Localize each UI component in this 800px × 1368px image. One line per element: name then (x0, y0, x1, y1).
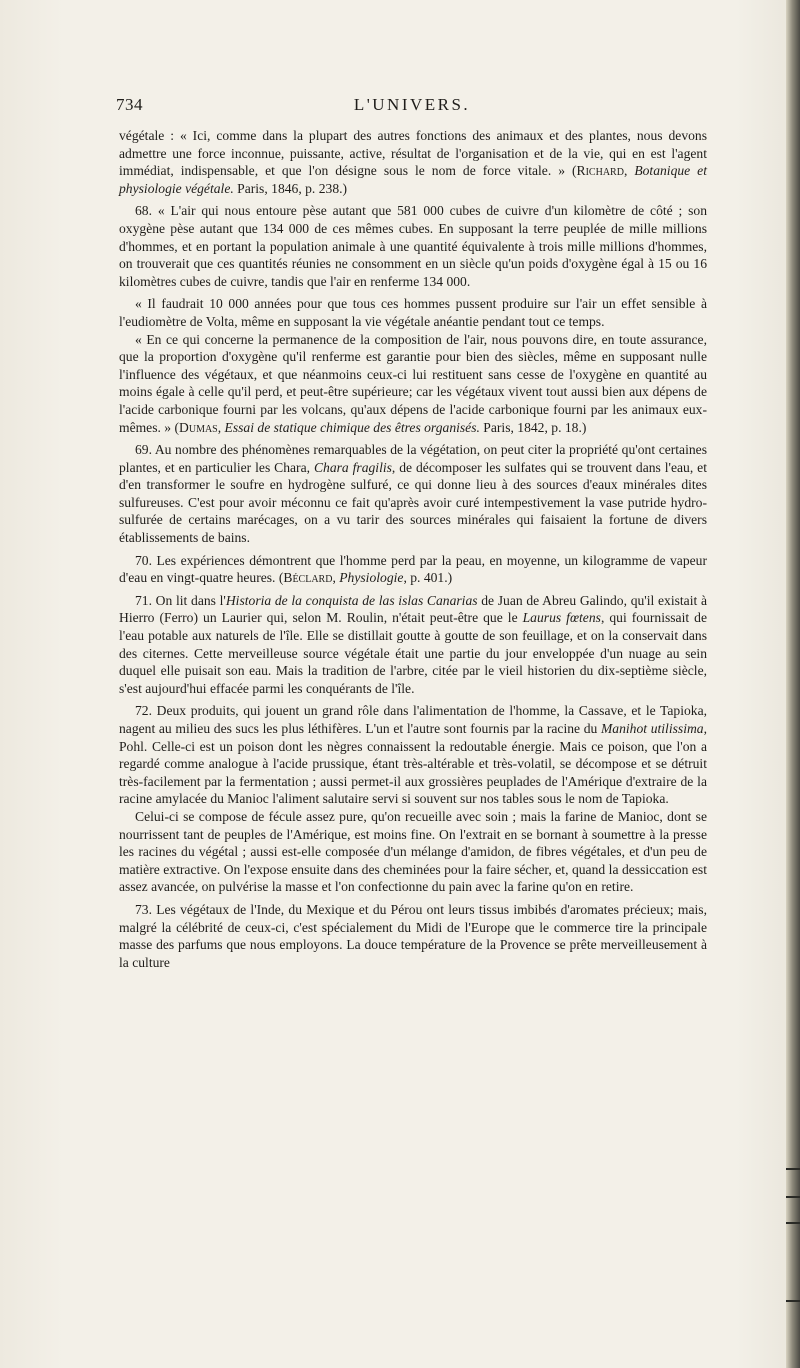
text-run: 68. « L'air qui nous entoure pèse autant que 581 000 cubes de cuivre d'un kilomètre de côté ; son oxygène pèse autant que 134 000 de ces mêmes cubes. En supposant la terre peuplée de mille millions d'hommes, et en portant la population animale à une quantité équivalente à trois mille millions d'hommes, on trouverait que ces quantités réunies ne consomment en un siècle qu'un poids d'oxygène égal à 15 ou 16 kilomètres cubes de cuivre, tandis que l'air en renferme 134 000. (119, 203, 707, 289)
italic-text: Essai de statique chimique des êtres organisés. (224, 419, 480, 435)
text-run: végétale : « Ici, comme dans la plupart des autres fonctions des animaux et des plantes, nous devons admettre une force inconnue, puissante, active, résultat de l'organisation et de la vie, qui en est l'agent immédiat, indispensable, et que l'on désigne sous le nom de force vitale. » ( (119, 128, 707, 179)
text-run: , (332, 570, 340, 586)
paragraph (119, 702, 707, 808)
text-run: 73. Les végétaux de l'Inde, du Mexique et du Pérou ont leurs tissus imbibés d'aromates précieux; mais, malgré la célébrité de ceux-ci, c'est spécialement du Midi de l'Europe que le commerce tire la principale masse des parfums que nous employons. La douce température de la Provence se prête merveilleusement à la culture (119, 901, 707, 970)
author-name: Dumas (179, 419, 218, 435)
paragraph (119, 808, 707, 896)
text-run: 69. Au nombre des phénomènes remarquables de la végétation, on peut citer la propriété qu'ont certaines plantes, et en particulier les Chara, (119, 442, 707, 475)
page-body-text (119, 127, 707, 971)
text-run: 72. Deux produits, qui jouent un grand rôle dans l'alimentation de l'homme, la Cassave, et le Tapioka, nagent au milieu des sucs les plus léthifères. L'un et l'autre sont fournis par la racine du (119, 703, 707, 736)
text-run: , de décomposer les sulfates qui se trouvent dans l'eau, et d'en transformer le soufre en hydrogène sulfuré, ce qui donne lieu à des sources d'eaux minérales dites sulfureuses. C'est pour avoir méconnu ce fait qu'après avoir curé intempestivement la vase putride hydro-sulfurée de certains marécages, on a vu tarir des sources minérales qui faisaient la fortune de divers établissements de bains. (119, 459, 707, 546)
paragraph (119, 295, 707, 330)
text-run: « En ce qui concerne la permanence de la composition de l'air, nous pouvons dire, en toute assurance, que la proportion d'oxygène qu'il renferme est garantie pour bien des siècles, même en supposant nulle l'influence des végétaux, et que néanmoins ceux-ci lui restituent sans cesse de l'oxygène en quantité au moins égale à celle qu'il perd, et peut-être supérieure; car les végétaux vivent tout aussi bien aux dépens de l'acide carbonique fourni par les volcans, qu'aux dépens de l'acide carbonique fourni par les animaux eux-mêmes. » ( (119, 331, 707, 435)
text-run: 70. Les expériences démontrent que l'homme perd par la peau, en moyenne, un kilogramme de vapeur d'eau en vingt-quatre heures. ( (119, 552, 707, 586)
paragraph (119, 202, 707, 290)
text-run: de Juan de Abreu Galindo, qu'il existait à Hierro (Ferro) un Laurier qui, selon M. Roulin, n'était peut-être que le (119, 592, 707, 626)
paragraph (119, 552, 707, 587)
text-run: « Il faudrait 10 000 années pour que tous ces hommes pussent produire sur l'air un effet sensible à l'eudiomètre de Volta, même en supposant la vie végétale anéantie pendant tout ce temps. (119, 296, 707, 329)
text-run: , p. 401.) (403, 570, 453, 586)
paragraph (119, 901, 707, 971)
paragraph (119, 331, 707, 437)
text-run: , qui fournissait de l'eau potable aux naturels de l'île. Elle se distillait goutte à goutte de son feuillage, et on la conservait dans des citernes. Cette merveilleuse source végétale était une partie du jour enveloppée d'un nuage au sein duquel elle puisait son eau. Mais la tradition de l'arbre, citée par le vieil historien du dix-septième siècle, s'est aujourd'hui effacée parmi les conquérants de l'île. (119, 610, 708, 696)
author-name: Richard (576, 163, 624, 179)
text-run: Celui-ci se compose de fécule assez pure, qu'on recueille avec soin ; mais la farine de Manioc, dont se nourrissent tant de peuples de l'Amérique, est moins fine. On l'extrait en se bornant à soumettre à la presse les racines du végétal ; aussi est-elle composée d'un mélange d'amidon, de fibres végétales, et d'un peu de matière extractive. On l'expose ensuite dans des cheminées pour la faire sécher, et, quand la dessiccation est assez avancée, on pulvérise la masse et l'on confectionne du pain avec la farine qu'on en retire. (119, 808, 707, 895)
italic-text: Physiologie (339, 570, 404, 586)
author-name: Béclard (283, 570, 333, 586)
italic-text: Laurus fœtens (522, 610, 601, 626)
text-run: , (217, 419, 225, 435)
paragraph (119, 441, 707, 547)
running-head: L'UNIVERS. (353, 95, 471, 114)
text-run: , (623, 163, 635, 179)
paragraph (119, 127, 707, 197)
text-run: Paris, 1846, p. 238.) (233, 180, 348, 196)
paragraph (119, 592, 707, 698)
italic-text: Manihot utilissima (600, 721, 704, 736)
page-header (116, 95, 708, 119)
italic-text: Chara fragilis (313, 459, 392, 475)
text-run: 71. On lit dans l' (135, 592, 226, 608)
page-edge-shadow (786, 0, 800, 1368)
page-number: 734 (116, 95, 143, 114)
italic-text: Historia de la conquista de las islas Canarias (225, 592, 478, 608)
italic-text: Botanique et physiologie végétale. (119, 163, 707, 196)
text-run: , Pohl. Celle-ci est un poison dont les nègres connaissent la redoutable énergie. Mais ce poison, que l'on a regardé comme analogue à l'acide prussique, étant très-altérable et très-volatil, se décompose et se détruit très-facilement par la fermentation ; aussi permet-il aux grossières peuplades de l'Amérique d'extraire de la racine amylacée du Manioc l'aliment salutaire servi si souvent sur nos tables sous le nom de Tapioka. (119, 721, 707, 807)
text-run: Paris, 1842, p. 18.) (479, 419, 587, 435)
